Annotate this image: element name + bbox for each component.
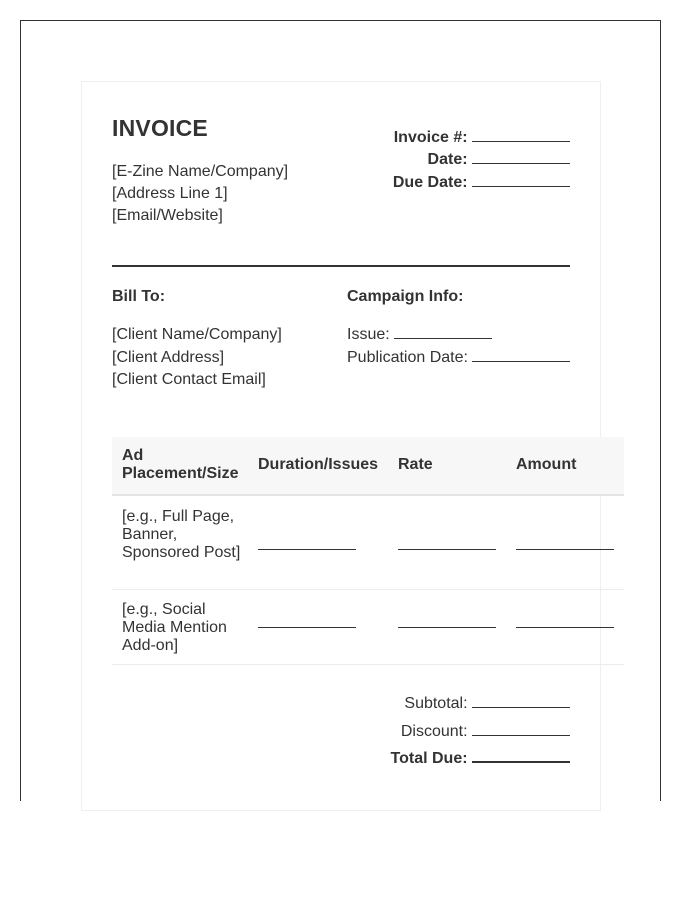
invoice-number-label: Invoice #:: [393, 129, 468, 146]
invoice-title: INVOICE: [112, 115, 208, 141]
discount-label: Discount:: [400, 723, 468, 740]
total-due-field[interactable]: [472, 761, 570, 763]
client-address: [Client Address]: [112, 349, 225, 366]
table-row: [112, 496, 624, 590]
column-header-amount: Amount: [516, 456, 577, 473]
subtotal-field[interactable]: [472, 707, 570, 708]
row-rate-field[interactable]: [398, 627, 496, 628]
bill-to-heading: Bill To:: [112, 288, 166, 305]
issue-row: [347, 326, 492, 344]
column-header-placement: Ad Placement/Size: [122, 447, 239, 482]
discount-field[interactable]: [472, 735, 570, 736]
row-duration-field[interactable]: [258, 627, 356, 628]
line-items-table: [112, 437, 624, 665]
issue-label: Issue:: [347, 326, 390, 343]
subtotal-row: [404, 695, 570, 713]
row-description: [e.g., Social Media Mention Add-on]: [122, 601, 227, 654]
company-name: [E-Zine Name/Company]: [112, 163, 289, 180]
invoice-number-row: [394, 129, 570, 147]
header-divider: [112, 265, 570, 267]
subtotal-label: Subtotal:: [404, 695, 468, 712]
publication-date-row: [347, 349, 570, 367]
client-email: [Client Contact Email]: [112, 371, 266, 388]
table-header: [112, 437, 624, 496]
row-duration-field[interactable]: [258, 549, 356, 550]
campaign-info-heading: Campaign Info:: [347, 288, 464, 305]
publication-date-label: Publication Date:: [347, 349, 468, 366]
table-row: [112, 590, 624, 665]
date-label: Date:: [427, 151, 468, 168]
company-email: [Email/Website]: [112, 207, 223, 224]
company-address: [Address Line 1]: [112, 185, 228, 202]
invoice-number-field[interactable]: [472, 141, 570, 142]
total-due-label: Total Due:: [390, 750, 468, 767]
column-header-duration: Duration/Issues: [258, 456, 379, 473]
due-date-row: [393, 174, 570, 192]
total-due-row: [391, 750, 570, 768]
client-name: [Client Name/Company]: [112, 326, 282, 343]
row-rate-field[interactable]: [398, 549, 496, 550]
date-row: [428, 151, 570, 169]
row-description: [e.g., Full Page, Banner, Sponsored Post]: [122, 508, 241, 561]
row-amount-field[interactable]: [516, 627, 614, 628]
publication-date-field[interactable]: [472, 361, 570, 362]
discount-row: [401, 723, 570, 741]
issue-field[interactable]: [394, 338, 492, 339]
column-header-rate: Rate: [398, 456, 433, 473]
date-field[interactable]: [472, 163, 570, 164]
due-date-label: Due Date:: [392, 174, 468, 191]
row-amount-field[interactable]: [516, 549, 614, 550]
due-date-field[interactable]: [472, 186, 570, 187]
